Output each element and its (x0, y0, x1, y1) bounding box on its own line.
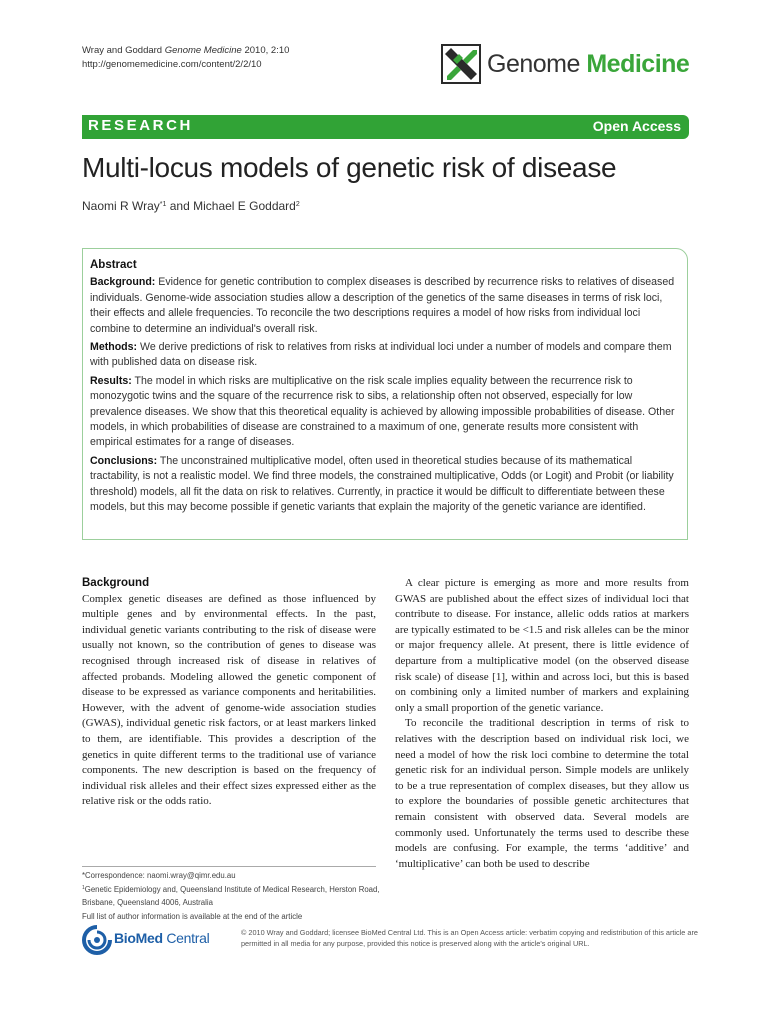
body-paragraph: To reconcile the traditional description in terms of risk to relatives with the description based on individual risk loci, we need a model of how the risk loci combine to determine the total genetic risk for an individual person. Simple models are unlikely to be a true representation of complex diseases, but they allow us to explore the boundaries of possible genetic architectures that remain consistent with observed data. Several models are commonly used. Unfortunately the terms used to describe these models are confusing. For example, the terms ‘additive’ and ‘multiplicative’ can both be used to describe (395, 717, 689, 870)
article-type-banner (82, 115, 689, 139)
abstract-background-label: Background: (90, 276, 156, 289)
genome-medicine-logo-icon (441, 44, 481, 84)
abstract-heading: Abstract (90, 259, 137, 271)
section-heading-background: Background (82, 577, 150, 589)
abstract-methods-text: We derive predictions of risk to relatives from risks at individual loci under a number of models and compare them with published data on disease risk. (90, 341, 672, 369)
genome-medicine-logo[interactable] (441, 44, 691, 88)
author-affiliation-mark: *1 (159, 201, 167, 208)
body-column-right (395, 576, 689, 872)
abstract-box (82, 248, 688, 540)
body-column-left (82, 576, 376, 810)
biomed-central-logo[interactable] (82, 925, 232, 955)
article-url[interactable]: http://genomemedicine.com/content/2/2/10 (82, 59, 262, 70)
logo-word-genome: Genome (487, 50, 580, 78)
article-type-label: RESEARCH (88, 117, 193, 134)
affiliation-mark: 1 (82, 885, 85, 892)
body-paragraph: A clear picture is emerging as more and more results from GWAS are published about the effect sizes of individual loci that contribute to disease. For instance, allelic odds ratios at markers are typically estimated to be <1.5 and risk alleles can be the minor or major frequency allele. At present, there is little evidence of departure from a multiplicative model (on the observed disease risk scale) of disease [1], within and across loci, but this is based on combining only a limited number of markers and explaining only a small proportion of the genetic variance. (395, 577, 689, 714)
citation-authors: Wray and Goddard (82, 45, 165, 56)
logo-word-biomed: BioMed (114, 930, 163, 946)
abstract-background-text: Evidence for genetic contribution to complex diseases is described by recurrence risks to relatives of diseased individuals. Genome-wide association studies allow a description of the genetics of the same diseases in terms of risk loci, their effects and allele frequencies. To reconcile the two descriptions requires a model of how risks from individual loci combine to determine an individual's overall risk. (90, 276, 675, 335)
author-name[interactable]: Naomi R Wray (82, 199, 160, 213)
abstract-methods (90, 340, 680, 371)
author-info-note: Full list of author information is available at the end of the article (82, 911, 303, 921)
abstract-content (90, 258, 680, 519)
body-paragraph: Complex genetic diseases are defined as those influenced by multiple genes and by environmental effects. In the past, individual genetic variants contributing to the risk of disease were usually not known, so the contribution of genes to disease was recognised through increased risk of disease in relatives of affected probands. Modeling allowed the genetic component of disease to be expressed as variance components and heritabilities. However, with the advent of genome-wide association studies (GWAS), individual genetic risk factors, or at least markers linked to them, are identifiable. This provides a description of the genetics in quite different terms to the traditional use of variance components. The new description is based on the frequency of individual risk alleles and their effect sizes expressed either as the relative risk or the odds ratio. (82, 592, 376, 808)
copyright-notice: © 2010 Wray and Goddard; licensee BioMed Central Ltd. This is an Open Access article: verbatim copying and redistribution of this article are permitted in all media for any purpose, provided this notice is preserved along with the article's original URL. (241, 928, 698, 948)
logo-word-central: Central (162, 930, 210, 946)
abstract-methods-label: Methods: (90, 341, 138, 354)
author-list (82, 199, 300, 213)
abstract-results-text: The model in which risks are multiplicative on the risk scale implies equality between the recurrence risk to monozygotic twins and the square of the recurrence risk to sibs, a relationship often not observed, especially for low prevalence diseases. We show that this theoretical equality is achieved by allowing impossible probabilities of disease. Other models, in which probabilities of disease are constrained to a maximum of one, generate results more consistent with empirical estimates for a range of diseases. (90, 374, 675, 449)
affiliation-text: Genetic Epidemiology and, Queensland Institute of Medical Research, Herston Road, Brisbane, Queensland 4006, Australia (82, 885, 380, 908)
citation-line (82, 44, 289, 58)
open-access-label: Open Access (592, 118, 681, 134)
abstract-background (90, 275, 680, 337)
author-affiliation-mark: 2 (295, 201, 300, 208)
article-title: Multi-locus models of genetic risk of disease (82, 152, 617, 183)
genome-medicine-logo-text (487, 50, 689, 79)
author-name[interactable]: Michael E Goddard (193, 199, 296, 213)
citation-volume: 2010, 2:10 (241, 45, 290, 56)
biomed-central-logo-icon (82, 925, 112, 955)
biomed-central-logo-text (114, 930, 209, 946)
abstract-conclusions-label: Conclusions: (90, 454, 158, 467)
correspondence-note[interactable]: *Correspondence: naomi.wray@qimr.edu.au (82, 871, 236, 880)
footnotes (82, 869, 382, 923)
header-citation (82, 44, 289, 72)
affiliation-note (82, 882, 382, 909)
abstract-conclusions-text: The unconstrained multiplicative model, often used in theoretical studies because of its mathematical tractability, is not a realistic model. We find three models, the constrained multiplicative, Odds (or Logit) and Probit (or liability threshold) models, all fit the data on risk to relatives. Currently, in practice it would be difficult to differentiate between these models, but this may become possible if genetic variants that explain the majority of the genetic variance are identified. (90, 454, 674, 514)
footnote-divider (82, 866, 376, 867)
author-separator: and (166, 199, 194, 213)
abstract-conclusions (90, 454, 680, 516)
logo-word-medicine: Medicine (586, 50, 690, 78)
abstract-results (90, 374, 680, 451)
citation-journal: Genome Medicine (164, 45, 242, 56)
abstract-results-label: Results: (90, 374, 132, 387)
